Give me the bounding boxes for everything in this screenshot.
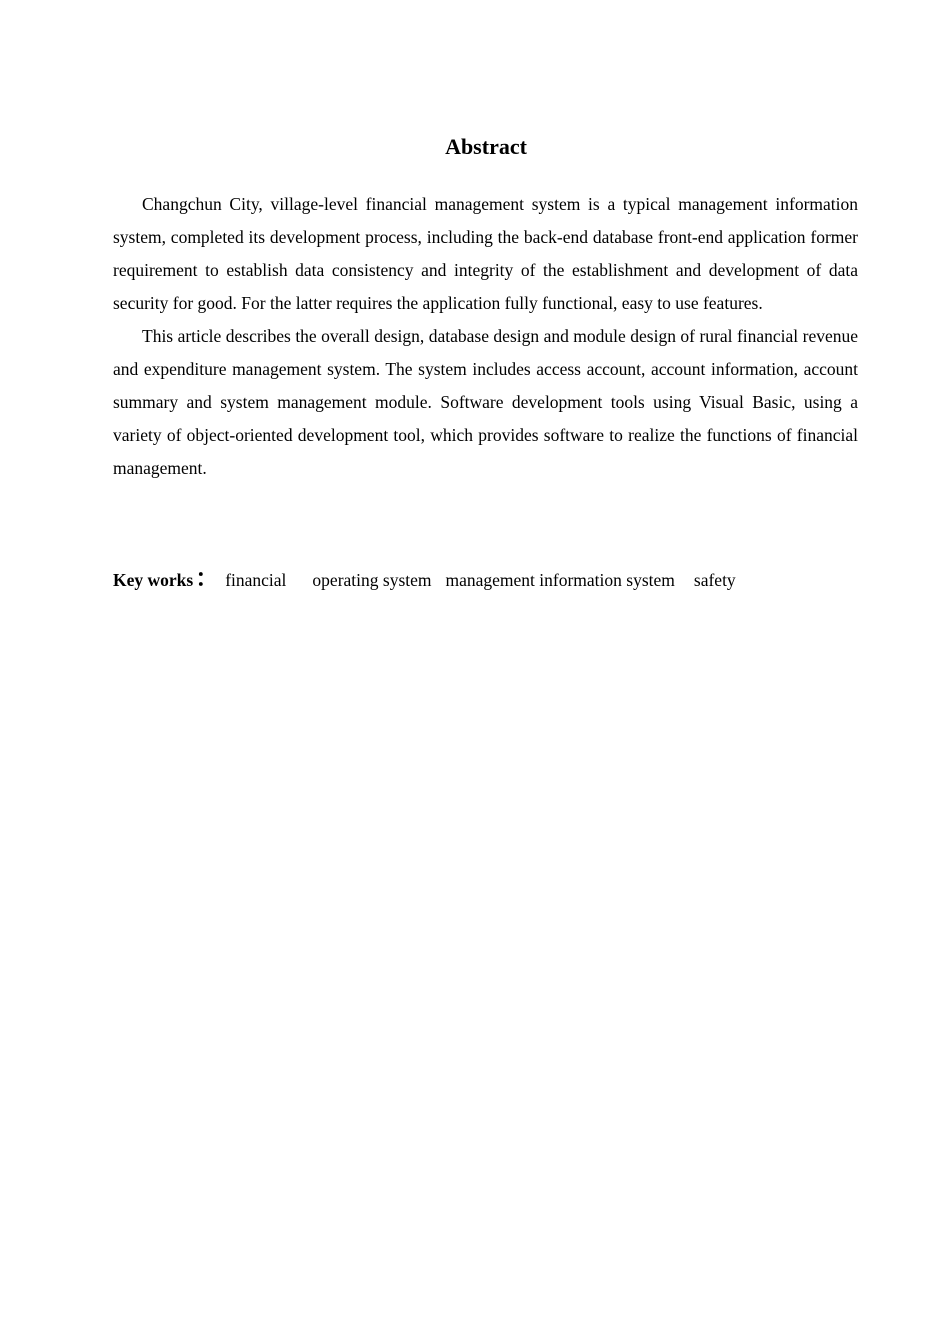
keywords-label: Key works bbox=[113, 570, 194, 590]
abstract-body bbox=[113, 188, 858, 485]
abstract-paragraph-1: Changchun City, village-level financial management system is a typical management information system, completed its development process, including the back-end database front-end application former requirement to establish data consistency and integrity of the establishment and development of data security for good. For the latter requires the application fully functional, easy to use features. bbox=[113, 194, 858, 313]
keyword-term: management information system bbox=[445, 570, 675, 590]
keyword-term: financial bbox=[225, 570, 287, 590]
keyword-term: operating system bbox=[312, 570, 432, 590]
keywords-line bbox=[113, 563, 873, 597]
abstract-paragraph-2: This article describes the overall design, database design and module design of rural financial revenue and expenditure management system. The system includes access account, account information, account summary and system management module. Software development tools using Visual Basic, using a variety of object-oriented development tool, which provides software to realize the functions of financial management. bbox=[113, 326, 858, 478]
keywords-colon: ： bbox=[195, 566, 220, 592]
abstract-title: Abstract bbox=[445, 134, 527, 159]
keyword-term: safety bbox=[693, 570, 736, 590]
